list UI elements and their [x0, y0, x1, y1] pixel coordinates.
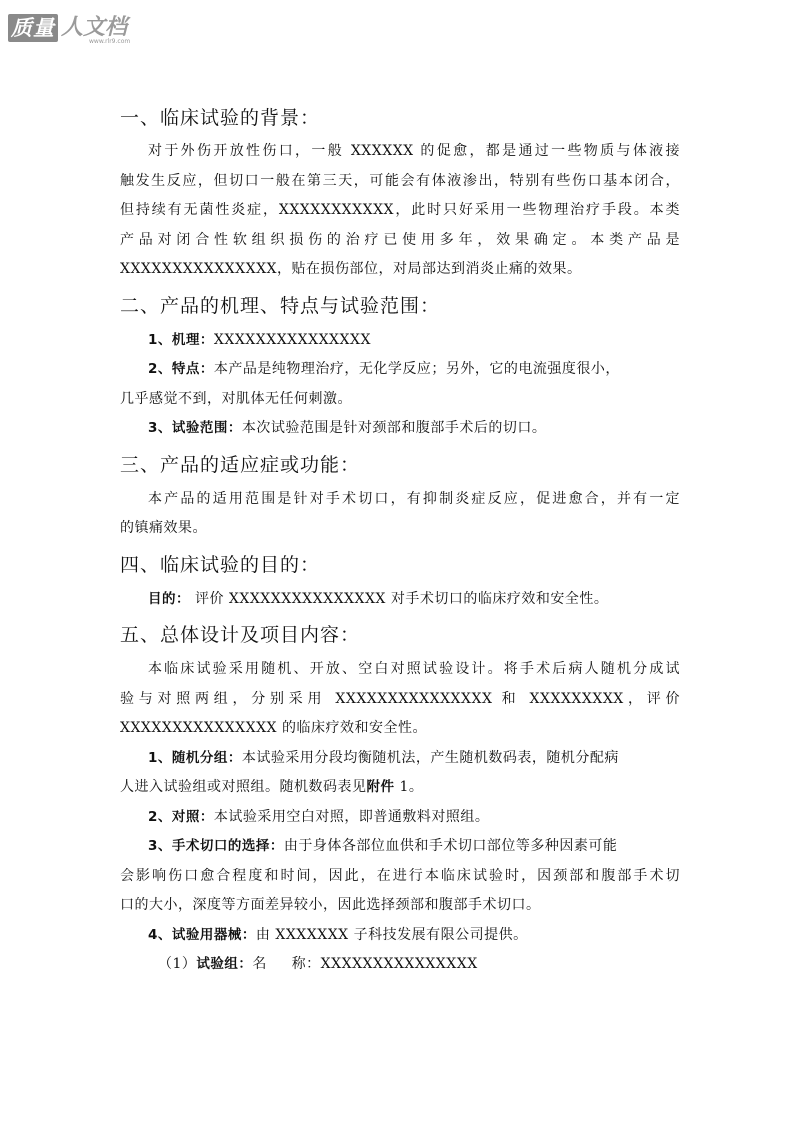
- watermark-logo: [8, 14, 131, 45]
- paragraph-line: XXXXXXXXXXXXXXX，贴在损伤部位，对局部达到消炎止痛的效果。: [120, 261, 582, 277]
- logo-mark: 质量: [8, 14, 58, 42]
- paragraph-line: 验与对照两组，分别采用 XXXXXXXXXXXXXXX 和 XXXXXXXXX，评价: [120, 690, 680, 707]
- paragraph-line: 本产品的适用范围是针对手术切口，有抑制炎症反应，促进愈合，并有一定: [148, 490, 680, 507]
- logo-text: 人文档 www.rlr9.com: [61, 15, 131, 45]
- list-item: （1）试验组：名 称：XXXXXXXXXXXXXXX: [158, 956, 478, 972]
- paragraph-line: 人进入试验组或对照组。随机数码表见附件 1。: [120, 779, 424, 795]
- paragraph-line: 口的大小，深度等方面差异较小，因此选择颈部和腹部手术切口。: [120, 897, 541, 913]
- section-3-title: 三、产品的适应症或功能：: [120, 453, 361, 476]
- paragraph-line: 但持续有无菌性炎症，XXXXXXXXXXX，此时只好采用一些物理治疗手段。本类: [120, 202, 680, 218]
- paragraph-line: 几乎感觉不到，对肌体无任何刺激。: [120, 390, 352, 407]
- list-item: 4、试验用器械：由 XXXXXXX 子科技发展有限公司提供。: [148, 926, 528, 943]
- list-item: 2、特点：本产品是纯物理治疗，无化学反应；另外，它的电流强度很小，: [148, 361, 620, 377]
- logo-url: www.rlr9.com: [89, 38, 131, 45]
- paragraph-line: 触发生反应，但切口一般在第三天，可能会有体液渗出，特别有些伤口基本闭合，: [120, 172, 680, 189]
- list-item: 1、机理：XXXXXXXXXXXXXXX: [148, 331, 371, 348]
- section-5-title: 五、总体设计及项目内容：: [120, 624, 361, 646]
- document-body: [120, 103, 680, 980]
- section-2-title: 二、产品的机理、特点与试验范围：: [120, 294, 441, 317]
- paragraph-line: 的镇痛效果。: [120, 520, 207, 536]
- section-1-title: 一、临床试验的背景：: [120, 107, 321, 129]
- paragraph-line: 对于外伤开放性伤口，一般 XXXXXX 的促愈，都是通过一些物质与体液接: [148, 143, 680, 159]
- list-item: 1、随机分组：本试验采用分段均衡随机法，产生随机数码表，随机分配病: [148, 749, 619, 766]
- paragraph-line: 产品对闭合性软组织损伤的治疗已使用多年，效果确定。本类产品是: [120, 231, 680, 248]
- section-4-title: 四、临床试验的目的：: [120, 553, 321, 576]
- paragraph-line: 本临床试验采用随机、开放、空白对照试验设计。将手术后病人随机分成试: [148, 661, 680, 677]
- list-item: 3、手术切口的选择：由于身体各部位血供和手术切口部位等多种因素可能: [148, 838, 618, 854]
- list-item: 2、对照：本试验采用空白对照，即普通敷料对照组。: [148, 808, 490, 825]
- list-item: 3、试验范围：本次试验范围是针对颈部和腹部手术后的切口。: [148, 420, 547, 436]
- list-item: 目的： 评价 XXXXXXXXXXXXXXX 对手术切口的临床疗效和安全性。: [148, 590, 609, 607]
- paragraph-line: 会影响伤口愈合程度和时间，因此，在进行本临床试验时，因颈部和腹部手术切: [120, 867, 680, 884]
- paragraph-line: XXXXXXXXXXXXXXX 的临床疗效和安全性。: [120, 720, 427, 736]
